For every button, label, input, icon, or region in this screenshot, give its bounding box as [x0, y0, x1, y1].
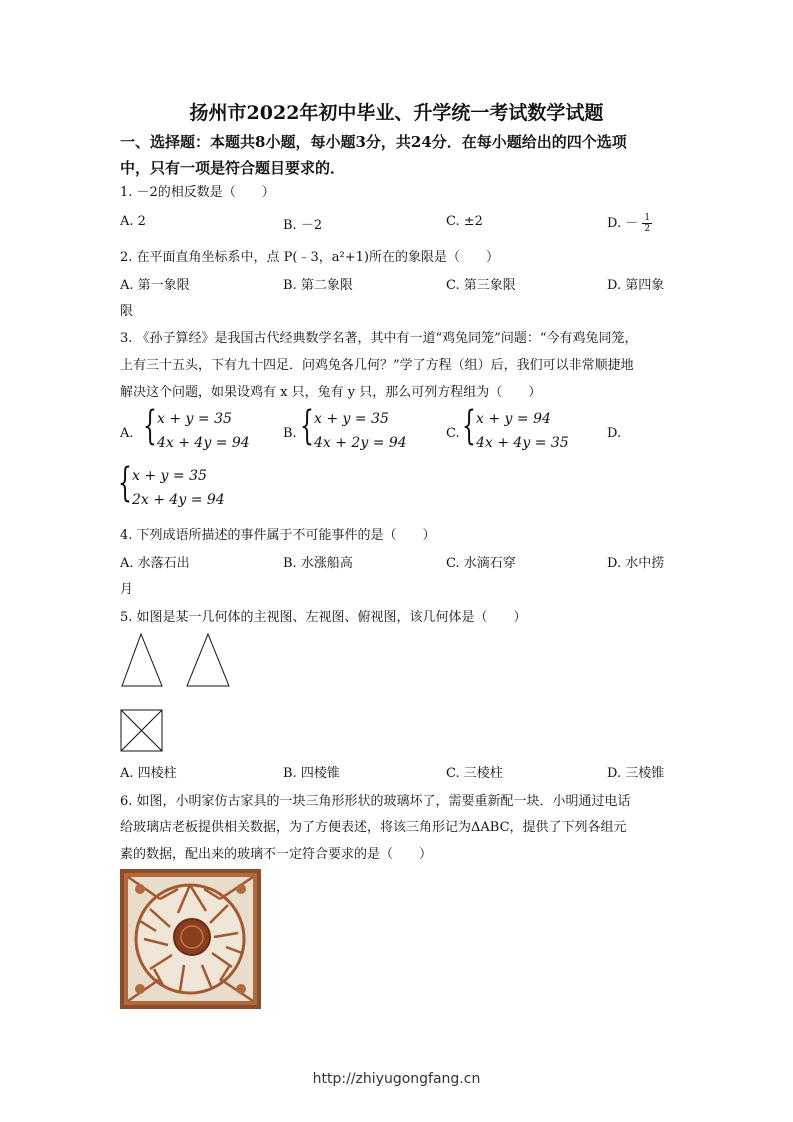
q1-option-a: A. 2: [120, 214, 146, 229]
q4-option-d-wrap: 月: [120, 582, 134, 597]
fraction-denominator: 2: [644, 224, 651, 234]
q5-stem: 5. 如图是某一几何体的主视图、左视图、俯视图，该几何体是（ ）: [120, 610, 527, 625]
q6-stem-line1: 6. 如图，小明家仿古家具的一块三角形形状的玻璃坏了，需要重新配一块．小明通过电话: [120, 794, 631, 809]
q2-option-b: B. 第二象限: [283, 278, 353, 293]
q4-option-b: B. 水涨船高: [283, 556, 353, 571]
equation-2: 2x + 4y = 94: [132, 492, 225, 508]
section-heading-line2: 中，只有一项是符合题目要求的．: [120, 159, 346, 177]
equation-1: x + y = 35: [314, 411, 389, 427]
equation-2: 4x + 4y = 94: [157, 435, 250, 451]
q3-stem-line2: 上有三十五头，下有九十四足．问鸡兔各几何？”学了方程（组）后，我们可以非常顺捷地: [120, 358, 634, 373]
q1-option-d-prefix: D. －: [607, 216, 639, 231]
lattice-window-image: [120, 869, 261, 1009]
brace-symbol: {: [118, 460, 132, 506]
q1-option-c: C. ±2: [446, 214, 483, 229]
q3-option-c-system: [462, 403, 572, 458]
q4-option-a: A. 水落石出: [120, 556, 190, 571]
q6-stem-line2: 给玻璃店老板提供相关数据，为了方便表述，将该三角形记为ΔABC，提供了下列各组元: [120, 820, 627, 835]
q4-option-d: D. 水中捞: [607, 556, 665, 571]
q5-option-b: B. 四棱锥: [283, 766, 340, 781]
q5-option-c: C. 三棱柱: [446, 766, 503, 781]
equation-1: x + y = 35: [132, 468, 207, 484]
q3-option-a-system: [143, 403, 253, 458]
q3-option-b-label: B.: [283, 426, 297, 441]
q5-option-d: D. 三棱锥: [607, 766, 665, 781]
brace-symbol: {: [300, 403, 314, 449]
q1-option-d-fraction: [642, 213, 652, 234]
q5-option-a: A. 四棱柱: [120, 766, 177, 781]
q3-option-a-label: A.: [120, 426, 134, 441]
side-view-triangle: [185, 632, 231, 688]
q3-stem-line3: 解决这个问题，如果设鸡有 x 只，兔有 y 只，那么可列方程组为（ ）: [120, 385, 542, 400]
brace-symbol: {: [462, 403, 476, 449]
top-view-square: [120, 709, 164, 753]
equation-2: 4x + 2y = 94: [314, 435, 407, 451]
q2-option-a: A. 第一象限: [120, 278, 190, 293]
q3-option-c-label: C.: [446, 426, 460, 441]
front-view-triangle: [120, 632, 164, 688]
equation-1: x + y = 35: [157, 411, 232, 427]
equation-2: 4x + 4y = 35: [476, 435, 569, 451]
q3-stem-line1: 3. 《孙子算经》是我国古代经典数学名著，其中有一道“鸡兔同笼”问题：“今有鸡兔同笼，: [120, 331, 638, 346]
q1-option-b: B. －2: [283, 218, 323, 233]
equation-1: x + y = 94: [476, 411, 551, 427]
q3-option-d-system: [118, 460, 228, 515]
page-title: 扬州市2022年初中毕业、升学统一考试数学试题: [189, 102, 604, 124]
fraction-numerator: 1: [644, 213, 651, 223]
q1-stem: 1. －2的相反数是（ ）: [120, 185, 275, 200]
q2-stem: 2. 在平面直角坐标系中，点 P(﹣3，a²+1)所在的象限是（ ）: [120, 250, 499, 265]
q6-stem-line3: 素的数据，配出来的玻璃不一定符合要求的是（ ）: [120, 847, 433, 862]
footer-url: http://zhiyugongfang.cn: [312, 1071, 481, 1087]
q2-option-d-wrap: 限: [120, 304, 134, 319]
q3-option-d-label: D.: [607, 426, 622, 441]
brace-symbol: {: [143, 403, 157, 449]
section-heading-line1: 一、选择题：本题共8小题，每小题3分，共24分．在每小题给出的四个选项: [120, 133, 627, 151]
q4-stem: 4. 下列成语所描述的事件属于不可能事件的是（ ）: [120, 528, 436, 543]
q1-option-d: [607, 212, 652, 234]
q4-option-c: C. 水滴石穿: [446, 556, 516, 571]
q2-option-d: D. 第四象: [607, 278, 665, 293]
q3-option-b-system: [300, 403, 410, 458]
q2-option-c: C. 第三象限: [446, 278, 516, 293]
